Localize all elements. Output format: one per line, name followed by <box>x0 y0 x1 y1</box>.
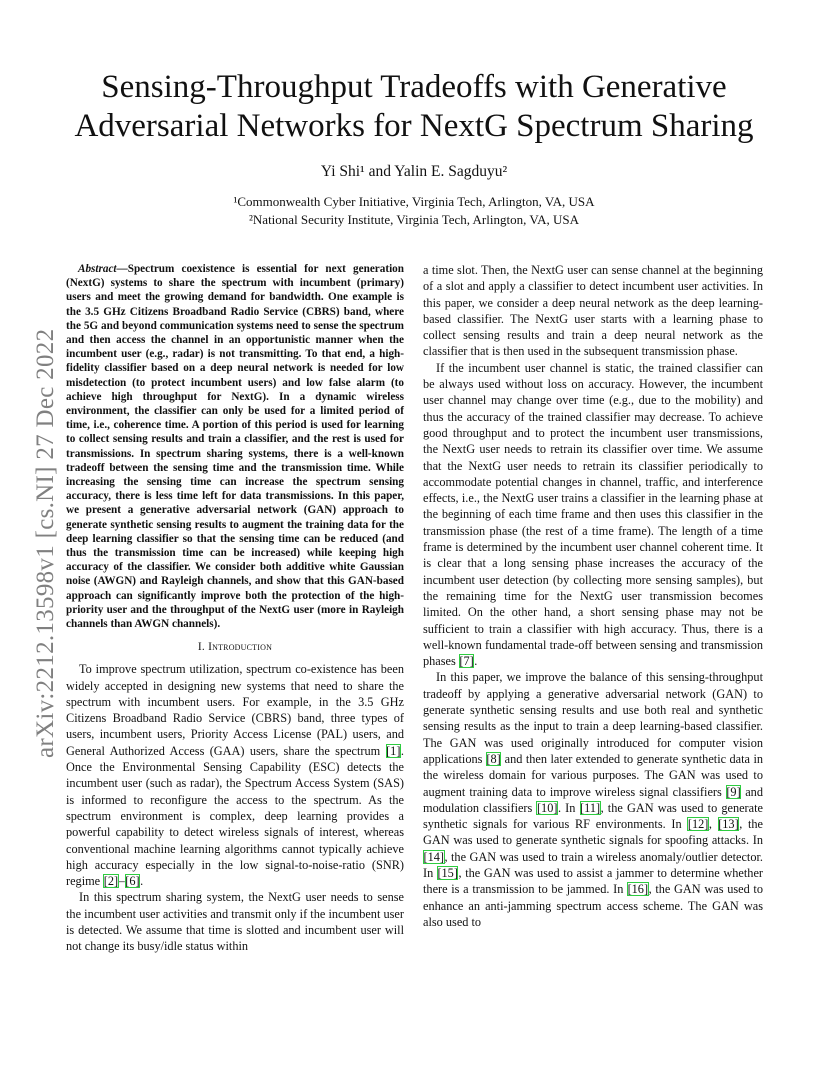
text-run: and then later extended to generate synthetic data in the wireless domain for various purposes. The GAN was used to augment training data to improve wireless signal classifiers <box>423 751 764 799</box>
affiliation-2: ²National Security Institute, Virginia Tech, Arlington, VA, USA <box>249 212 579 227</box>
text-run: – <box>118 874 125 889</box>
citation-link[interactable]: [10] <box>536 800 558 815</box>
affiliations <box>0 193 828 229</box>
text-run: . <box>140 874 144 889</box>
left-column <box>66 262 404 955</box>
text-run: . <box>474 654 478 669</box>
title-line-2: Adversarial Networks for NextG Spectrum Sharing <box>74 108 754 144</box>
right-paragraph-3 <box>423 669 763 930</box>
citation-link[interactable]: [6] <box>125 874 140 889</box>
right-column <box>423 262 763 930</box>
citation-link[interactable]: [7] <box>459 654 474 669</box>
abstract <box>66 262 404 631</box>
abstract-text: —Spectrum coexistence is essential for next generation (NextG) systems to share the spectrum with incumbent (primary) users and meet the growing demand for bandwidth. One example is the 3.5 GHz Citizens Broadband Radio Service (CBRS) band, where the 5G and beyond communication systems need to sense the spectrum and then access the channel in an opportunistic manner when the incumbent user (e.g., radar) is not transmitting. To that end, a high-fidelity classifier based on a deep neural network is needed for low misdetection (to protect incumbent users) and low false alarm (to achieve high throughput for NextG). In a dynamic wireless environment, the classifier can only be used for a limited period of time, i.e., coherence time. A portion of this period is used for learning to collect sensing results and train a classifier, and the rest is used for transmissions. In spectrum sharing systems, there is a well-known tradeoff between the sensing time and the transmission time. While increasing the sensing time can increase the spectrum sensing accuracy, there is less time left for data transmissions. In this paper, we present a generative adversarial network (GAN) approach to generate synthetic sensing results to augment the training data for the deep learning classifier so that the sensing time can be reduced (and thus the transmission time can be increased) while keeping high accuracy of the classifier. We consider both additive white Gaussian noise (AWGN) and Rayleigh channels, and show that this GAN-based approach can significantly improve both the protection of the high-priority user and the throughput of the NextG user (more in Rayleigh channels than AWGN channels). <box>66 263 404 631</box>
citation-link[interactable]: [11] <box>580 800 601 815</box>
text-run: . Once the Environmental Sensing Capability (ESC) detects the incumbent user (such as radar), the Spectrum Access System (SAS) is informed to reconfigure the access to the spectrum. As the spectrum environment is complex, deep learning provides a powerful capability to detect wireless signals of interest, whereas conventional machine learning algorithms cannot typically achieve high accuracy especially in the low signal-to-noise-ratio (SNR) regime <box>66 743 404 889</box>
abstract-label: Abstract <box>78 263 117 275</box>
citation-link[interactable]: [2] <box>103 874 119 889</box>
text-run: If the incumbent user channel is static, the trained classifier can be always used without loss on accuracy. However, the incumbent user channel may change over time (e.g., due to the mobility) and thus the accuracy of the trained classifier may decrease. To achieve good throughput and to protect the incumbent user transmissions, the NextG user needs to retrain its classifier over time. We assume that the NextG user needs to retrain its classifier periodically to accommodate potential changes in channel, traffic, and interference effects, i.e., the NextG user trains a classifier in the learning phase at the beginning of each time frame and then uses this classifier in the transmission phase (the rest of a time frame). The length of a time frame is determined by the incumbent user channel coherent time. It is clear that a long sensing phase increases the accuracy of the incumbent user detection (by collecting more sensing samples), but the remaining time for the NextG user transmission becomes limited. On the other hand, a short sensing phase may not be sufficient to train a classifier with high accuracy. Thus, there is a well-known fundamental trade-off between sensing and transmission phases <box>423 360 763 669</box>
citation-link[interactable]: [15] <box>437 865 458 880</box>
citation-link[interactable]: [16] <box>627 882 649 897</box>
section-heading-introduction <box>66 639 404 655</box>
text-run: and modulation classifiers <box>423 784 763 815</box>
intro-paragraph-2: In this spectrum sharing system, the NextG user needs to sense the incumbent user activities and transmit only if the incumbent user is detected. We assume that time is slotted and incumbent user will not change its busy/idle status within <box>66 890 404 954</box>
citation-link[interactable]: [9] <box>726 784 741 799</box>
arxiv-identifier: arXiv:2212.13598v1 [cs.NI] 27 Dec 2022 <box>32 328 59 758</box>
text-run: . In <box>557 800 580 815</box>
text-run: , the GAN was used to assist a jammer to determine whether there is a transmission to be jammed. In <box>423 865 763 897</box>
text-run: , the GAN was used to generate synthetic signals for various RF environments. In <box>423 800 763 832</box>
text-run: , <box>708 817 718 832</box>
paper-title <box>40 68 788 146</box>
text-run: To improve spectrum utilization, spectrum co-existence has been widely accepted in designing new systems that need to share the spectrum with incumbent users. For example, in the 3.5 GHz Citizens Broadband Radio Service (CBRS) band, three types of users, incumbent users, Priority Access License (PAL) users, and General Authorized Access (GAA) users, share the spectrum <box>66 662 404 758</box>
citation-link[interactable]: [14] <box>423 849 444 864</box>
text-run: , the GAN was used to train a wireless anomaly/outlier detector. In <box>423 849 763 880</box>
title-line-1: Sensing-Throughput Tradeoffs with Generative <box>101 69 727 105</box>
citation-link[interactable]: [1] <box>386 743 401 758</box>
citation-link[interactable]: [8] <box>486 751 501 766</box>
citation-link[interactable]: [13] <box>718 817 739 832</box>
intro-paragraph-1 <box>66 661 404 889</box>
section-numeral: I. <box>197 641 205 654</box>
section-title: Introduction <box>208 641 273 654</box>
citation-link[interactable]: [12] <box>687 817 709 832</box>
authors: Yi Shi¹ and Yalin E. Sagduyu² <box>320 163 508 180</box>
right-paragraph-2 <box>423 360 763 670</box>
affiliation-1: ¹Commonwealth Cyber Initiative, Virginia Tech, Arlington, VA, USA <box>233 194 595 209</box>
right-paragraph-1: a time slot. Then, the NextG user can sense channel at the beginning of a slot and apply a classifier to detect incumbent user activities. In this paper, we consider a deep neural network as the deep learning-based classifier. The NextG user starts with a learning phase to collect sensing results and train a deep neural network as the classifier that is then used in the subsequent transmission phase. <box>423 263 763 359</box>
text-run: In this paper, we improve the balance of this sensing-throughput tradeoff by applying a generative adversarial network (GAN) to generate synthetic sensing results and use both real and synthetic sensing results as the input to train a deep learning-based classifier. The GAN was used originally introduced for computer vision applications <box>423 670 763 766</box>
text-run: , the GAN was used to generate synthetic signals for spoofing attacks. In <box>423 817 763 848</box>
text-run: , the GAN was used to enhance an anti-jamming spectrum access scheme. The GAN was also used to <box>423 882 763 929</box>
